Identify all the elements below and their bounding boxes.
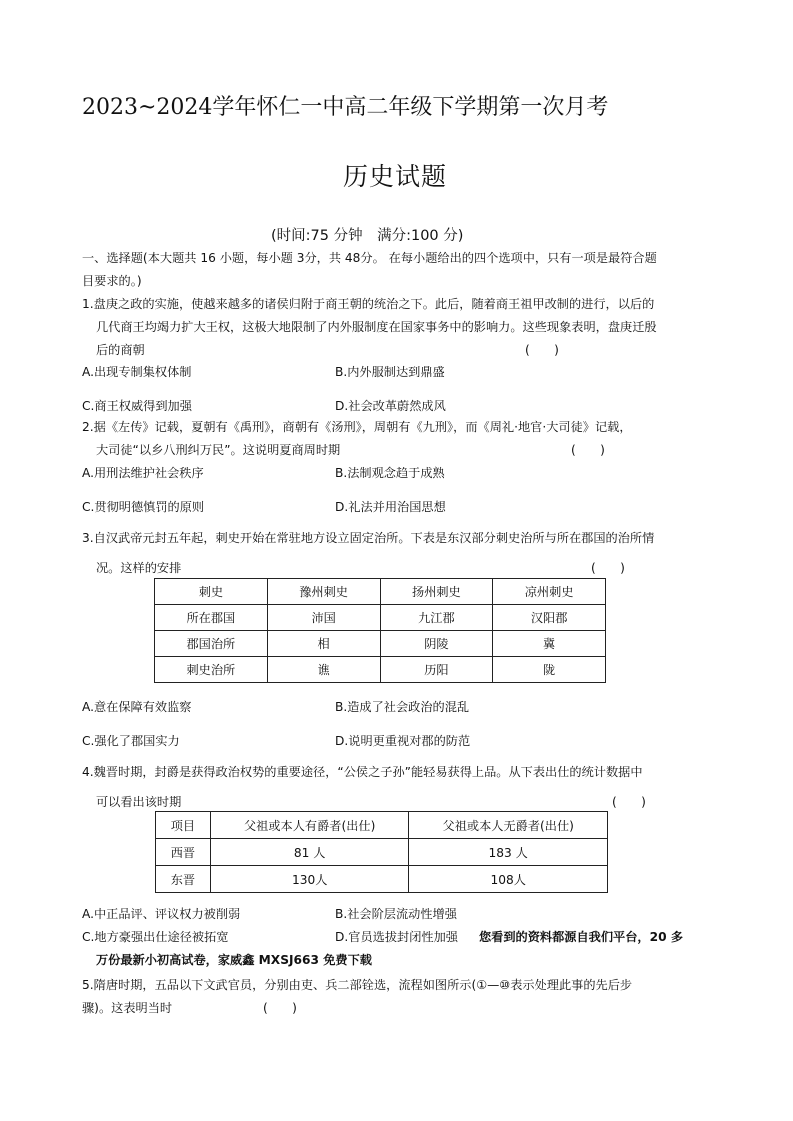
table-row: [156, 812, 608, 839]
table-row: [156, 866, 608, 893]
q3-answer-paren: ( ): [591, 561, 625, 575]
table-cell: 郡国治所: [155, 631, 268, 657]
table-row: [155, 579, 606, 605]
table-cell: 阴陵: [380, 631, 493, 657]
table-row: [155, 657, 606, 683]
table-cell: 项目: [156, 812, 211, 839]
q3-option-d: D.说明更重视对郡的防范: [335, 734, 471, 748]
table-cell: 所在郡国: [155, 605, 268, 631]
q3-option-b: B.造成了社会政治的混乱: [335, 700, 470, 714]
table-row: [155, 631, 606, 657]
table-cell: 父祖或本人有爵者(出仕): [210, 812, 409, 839]
q1-line-2: 几代商王均竭力扩大王权，这极大地限制了内外服制度在国家事务中的影响力。这些现象表明，盘庚迁殷: [96, 320, 657, 334]
table-cell: 130人: [210, 866, 409, 893]
section-instruction-line-1: 一、选择题(本大题共 16 小题，每小题 3分，共 48分。 在每小题给出的四个选项中，只有一项是最符合题: [82, 251, 657, 265]
table-cell: 历阳: [380, 657, 493, 683]
table-cell: 183 人: [409, 839, 608, 866]
exam-subtitle: 历史试题: [343, 162, 448, 191]
q4-table: [155, 811, 608, 893]
q2-option-c: C.贯彻明德慎罚的原则: [82, 500, 205, 514]
table-cell: 豫州刺史: [267, 579, 380, 605]
table-cell: 父祖或本人无爵者(出仕): [409, 812, 608, 839]
q1-line-3: 后的商朝: [96, 343, 145, 357]
q4-option-d: D.官员选拔封闭性加强: [335, 930, 458, 944]
table-cell: 108人: [409, 866, 608, 893]
table-cell: 刺史: [155, 579, 268, 605]
q3-option-a: A.意在保障有效监察: [82, 700, 192, 714]
q3-table: [154, 578, 606, 683]
q1-answer-paren: ( ): [525, 343, 559, 357]
q4-line-2: 可以看出该时期: [96, 795, 182, 809]
q1-line-1: 1.盘庚之政的实施，使越来越多的诸侯归附于商王朝的统治之下。此后，随着商王祖甲改制的进行，以后的: [82, 297, 655, 311]
q2-option-d: D.礼法并用治国思想: [335, 500, 446, 514]
table-cell: 刺史治所: [155, 657, 268, 683]
q1-option-d: D.社会改革蔚然成风: [335, 399, 446, 413]
table-cell: 陇: [493, 657, 606, 683]
table-cell: 沛国: [267, 605, 380, 631]
exam-info: (时间:75 分钟 满分:100 分): [271, 228, 464, 244]
q5-line-2: 骤)。这表明当时: [82, 1001, 173, 1015]
table-cell: 凉州刺史: [493, 579, 606, 605]
q2-line-2: 大司徒“以乡八刑纠万民”。这说明夏商周时期: [96, 443, 341, 457]
table-cell: 九江郡: [380, 605, 493, 631]
table-cell: 汉阳郡: [493, 605, 606, 631]
q1-option-c: C.商王权威得到加强: [82, 399, 192, 413]
ad-text-line-2: 万份最新小初高试卷，家威鑫 MXSJ663 免费下载: [96, 953, 372, 967]
q3-line-1: 3.自汉武帝元封五年起，刺史开始在常驻地方设立固定治所。下表是东汉部分刺史治所与所在郡国的治所情: [82, 531, 655, 545]
table-row: [156, 839, 608, 866]
table-cell: 相: [267, 631, 380, 657]
q4-option-a: A.中正品评、评议权力被削弱: [82, 907, 241, 921]
table-cell: 冀: [493, 631, 606, 657]
q3-line-2: 况。这样的安排: [96, 561, 182, 575]
q1-option-a: A.出现专制集权体制: [82, 365, 192, 379]
q4-option-c: C.地方豪强出仕途径被拓宽: [82, 930, 229, 944]
q2-option-a: A.用刑法维护社会秩序: [82, 466, 204, 480]
q4-answer-paren: ( ): [612, 795, 646, 809]
table-row: [155, 605, 606, 631]
q2-answer-paren: ( ): [571, 443, 605, 457]
table-cell: 东晋: [156, 866, 211, 893]
exam-title: 2023~2024学年怀仁一中高二年级下学期第一次月考: [82, 95, 609, 120]
q3-option-c: C.强化了郡国实力: [82, 734, 180, 748]
q5-line-1: 5.隋唐时期，五品以下文武官员，分别由吏、兵二部铨选，流程如图所示(①—⑩表示处理此事的先后步: [82, 978, 633, 992]
ad-text-line-1: 您看到的资料都源自我们平台，20 多: [479, 930, 684, 944]
table-cell: 谯: [267, 657, 380, 683]
q5-answer-paren: ( ): [263, 1001, 297, 1015]
q2-line-1: 2.据《左传》记载，夏朝有《禹刑》，商朝有《汤刑》，周朝有《九刑》，而《周礼·地官·大司徒》记载，: [82, 420, 632, 434]
table-cell: 扬州刺史: [380, 579, 493, 605]
table-cell: 西晋: [156, 839, 211, 866]
section-instruction-line-2: 目要求的。): [82, 274, 142, 288]
q1-option-b: B.内外服制达到鼎盛: [335, 365, 445, 379]
q4-option-b: B.社会阶层流动性增强: [335, 907, 457, 921]
q4-line-1: 4.魏晋时期，封爵是获得政治权势的重要途径，“公侯之子孙”能轻易获得上品。从下表出仕的统计数据中: [82, 765, 643, 779]
table-cell: 81 人: [210, 839, 409, 866]
q2-option-b: B.法制观念趋于成熟: [335, 466, 445, 480]
